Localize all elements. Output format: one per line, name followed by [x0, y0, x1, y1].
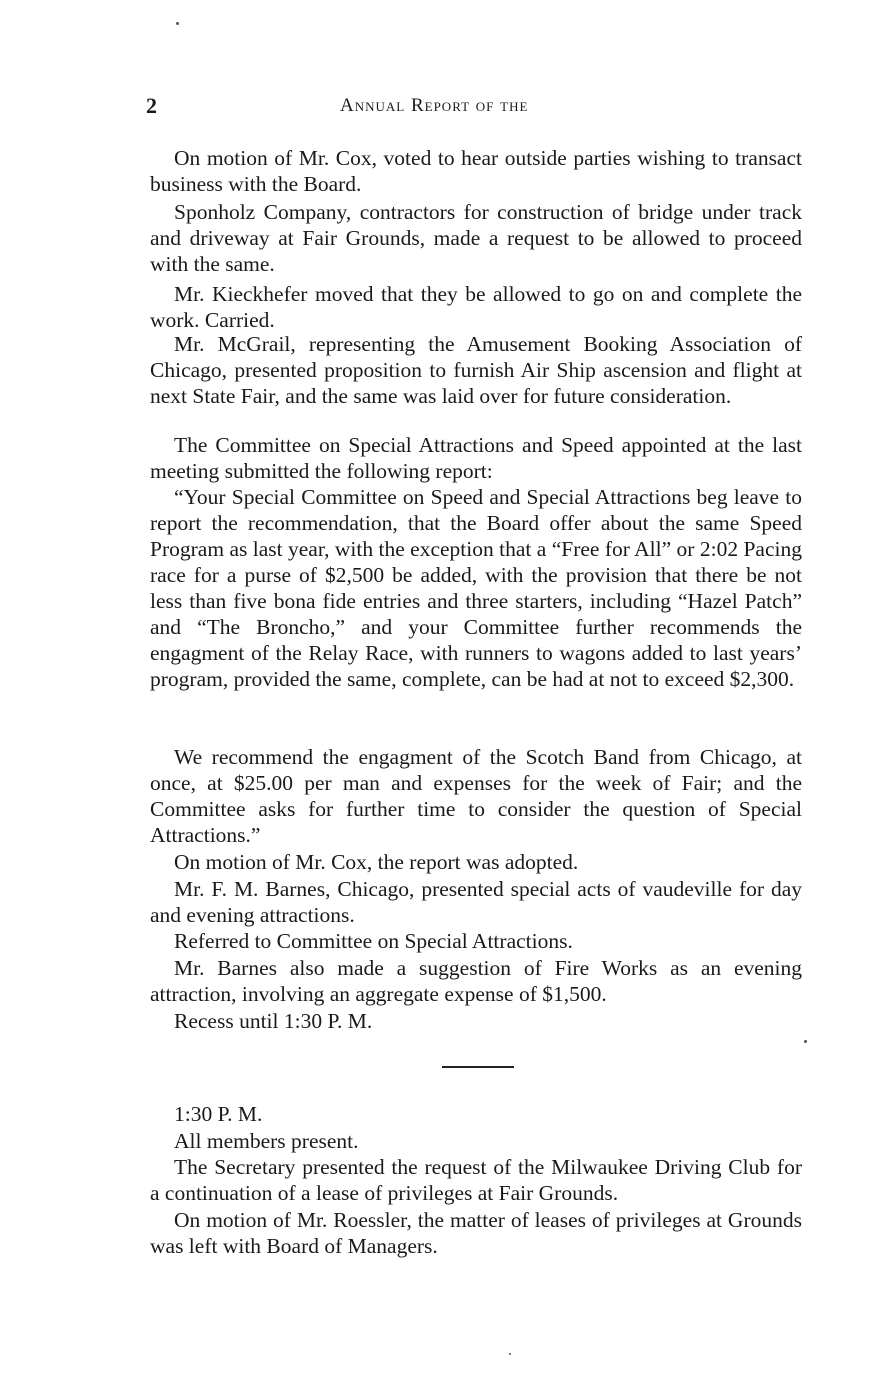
print-speck — [804, 1040, 807, 1043]
paragraph-committee-report-speed: “Your Special Committee on Speed and Special Attractions beg leave to report the recommendation, that the Board offer about the same Speed Program as last year, with the exception that a “Free for All” or 2:02 Pacing race for a purse of $2,500 be added, with the provision that there be not less than five bona fide entries and three starters, including “Hazel Patch” and “The Broncho,” and your Committee further recommends the engagment of the Relay Race, with runners to wagons added to last years’ program, provided the same, complete, can be had at not to exceed $2,300. — [150, 485, 802, 691]
paragraph-scotch-band: We recommend the engagment of the Scotch Band from Chicago, at once, at $25.00 per man and expenses for the week of Fair; and the Committee asks for further time to consider the question of Special Attractions.” — [150, 745, 802, 847]
paragraph-members-present: All members present. — [174, 1129, 359, 1153]
print-speck — [176, 22, 179, 25]
paragraph-roessler-motion: On motion of Mr. Roessler, the matter of leases of privileges at Grounds was left with Board of Managers. — [150, 1208, 802, 1258]
section-divider — [442, 1066, 514, 1068]
paragraph-fire-works: Mr. Barnes also made a suggestion of Fire Works as an evening attraction, involving an aggregate expense of $1,500. — [150, 956, 802, 1006]
paragraph-report-adopted: On motion of Mr. Cox, the report was adopted. — [174, 850, 579, 874]
paragraph-kieckhefer-motion: Mr. Kieckhefer moved that they be allowed to go on and complete the work. Carried. — [150, 282, 802, 332]
paragraph-sponholz-company: Sponholz Company, contractors for construction of bridge under track and driveway at Fair Grounds, made a request to be allowed to proceed with the same. — [150, 200, 802, 276]
print-speck — [509, 1353, 511, 1355]
paragraph-recess: Recess until 1:30 P. M. — [174, 1009, 373, 1033]
paragraph-milwaukee-driving-club: The Secretary presented the request of the Milwaukee Driving Club for a continuation of a lease of privileges at Fair Grounds. — [150, 1155, 802, 1205]
paragraph-barnes-vaudeville: Mr. F. M. Barnes, Chicago, presented special acts of vaudeville for day and evening attractions. — [150, 877, 802, 927]
paragraph-mcgrail-proposition: Mr. McGrail, representing the Amusement Booking Association of Chicago, presented proposition to furnish Air Ship ascension and flight at next State Fair, and the same was laid over for future consideration. — [150, 332, 802, 408]
paragraph-committee-report-intro: The Committee on Special Attractions and Speed appointed at the last meeting submitted the following report: — [150, 433, 802, 483]
running-head: Annual Report of the — [340, 95, 529, 116]
paragraph-afternoon-time: 1:30 P. M. — [174, 1102, 263, 1126]
paragraph-motion-outside-parties: On motion of Mr. Cox, voted to hear outside parties wishing to transact business with the Board. — [150, 146, 802, 196]
page-number: 2 — [146, 93, 157, 118]
paragraph-referred-committee: Referred to Committee on Special Attractions. — [174, 929, 573, 953]
